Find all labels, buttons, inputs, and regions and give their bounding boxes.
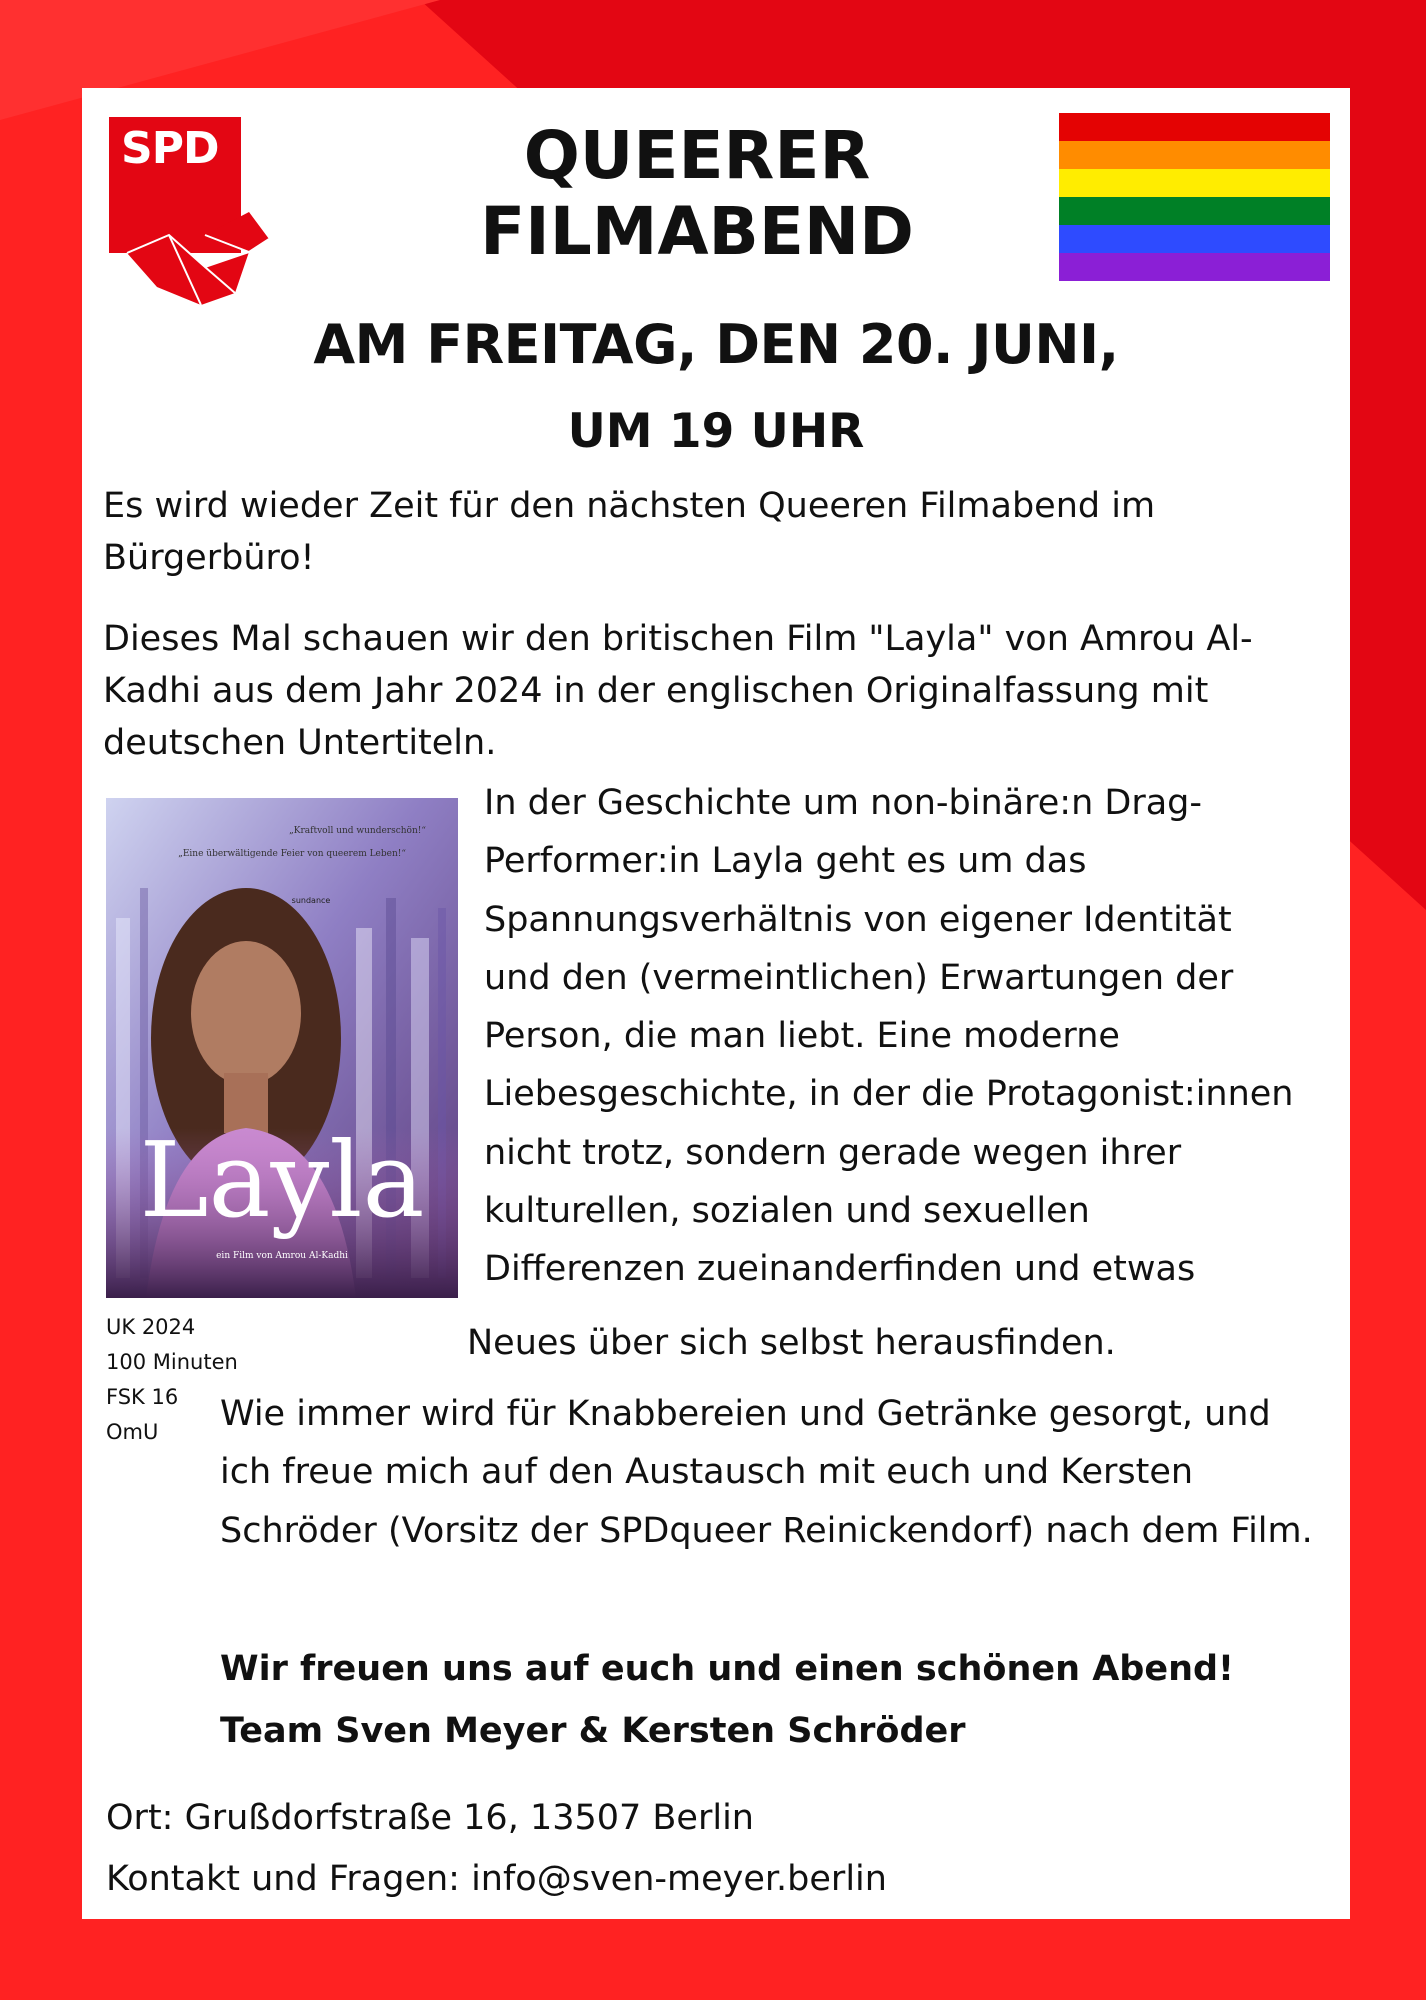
film-description [484, 774, 1334, 1299]
fact-country-year: UK 2024 [106, 1315, 196, 1339]
spd-logo-text: SPD [121, 123, 219, 174]
description-line: nicht trotz, sondern gerade wegen ihrer [484, 1132, 1182, 1173]
fact-language: OmU [106, 1420, 159, 1444]
closing-signature: Team Sven Meyer & Kersten Schröder [220, 1711, 966, 1751]
flyer-sheet [82, 88, 1350, 1919]
closing-paragraph: Wie immer wird für Knabbereien und Getränke gesorgt, und ich freue mich auf den Austausch mit euch und Kersten Schröder (Vorsitz der SPDqueer Reinickendorf) nach dem Film. [220, 1394, 1313, 1551]
poster-quote-1: „Kraftvoll und wunderschön!“ [289, 826, 426, 836]
flag-stripe-violet [1059, 253, 1330, 281]
closing-greeting: Wir freuen uns auf euch und einen schönen Abend! [220, 1649, 1235, 1689]
flag-stripe-green [1059, 197, 1330, 225]
description-last-line: Neues über sich selbst herausfinden. [467, 1323, 1116, 1363]
description-line: Differenzen zueinanderfinden und etwas [484, 1249, 1196, 1290]
description-line: In der Geschichte um non-binäre:n Drag- [484, 783, 1203, 823]
poster-festival-badge: sundance [291, 896, 331, 905]
flag-stripe-red [1059, 113, 1330, 141]
description-line: Spannungsverhältnis von eigener Identität [484, 899, 1232, 940]
film-poster [106, 798, 458, 1298]
film-paragraph: Dieses Mal schauen wir den britischen Film "Layla" von Amrou Al-Kadhi aus dem Jahr 2024 in der englischen Originalfassung mit deutschen Untertiteln. [103, 619, 1253, 763]
description-line: kulturellen, sozialen und sexuellen [484, 1191, 1090, 1232]
description-line: und den (vermeintlichen) Erwartungen der [484, 957, 1234, 998]
poster-artwork [106, 798, 458, 1298]
description-line: Person, die man liebt. Eine moderne [484, 1016, 1120, 1057]
event-title [392, 118, 1002, 270]
flag-stripe-blue [1059, 225, 1330, 253]
poster-quote-2: „Eine überwältigende Feier von queerem Leben!“ [178, 849, 406, 859]
flag-stripe-orange [1059, 141, 1330, 169]
fact-age-rating: FSK 16 [106, 1385, 179, 1409]
title-line-1: QUEERER [523, 117, 871, 194]
contact-info: Kontakt und Fragen: info@sven-meyer.berlin [106, 1859, 887, 1899]
description-line: Liebesgeschichte, in der die Protagonist:innen [484, 1074, 1294, 1115]
film-facts [106, 1310, 238, 1450]
description-line: Performer:in Layla geht es um das [484, 841, 1087, 882]
fact-runtime: 100 Minuten [106, 1350, 238, 1374]
flag-stripe-yellow [1059, 169, 1330, 197]
poster-credit: ein Film von Amrou Al-Kadhi [216, 1251, 348, 1261]
spd-logo [109, 117, 259, 297]
event-time: UM 19 UHR [567, 404, 865, 459]
event-location: Ort: Grußdorfstraße 16, 13507 Berlin [106, 1798, 754, 1838]
title-line-2: FILMABEND [480, 193, 914, 270]
rainbow-flag [1059, 113, 1330, 281]
event-date: AM FREITAG, DEN 20. JUNI, [313, 313, 1119, 376]
intro-paragraph: Es wird wieder Zeit für den nächsten Queeren Filmabend im Bürgerbüro! [103, 486, 1156, 578]
poster-title: Layla [139, 1119, 425, 1241]
